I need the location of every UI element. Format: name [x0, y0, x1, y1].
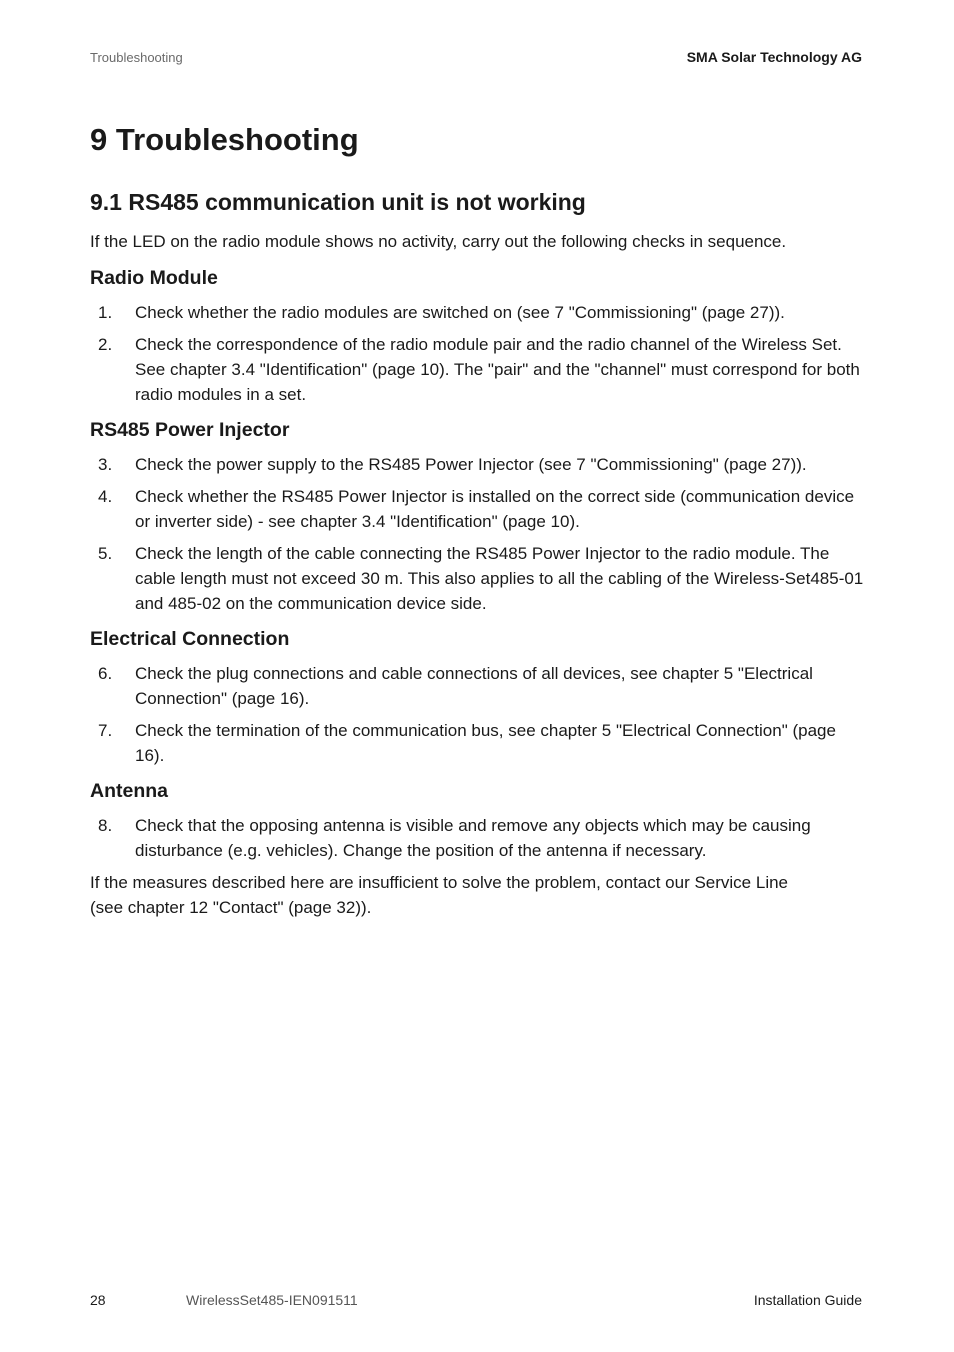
list-item-number: 6.	[98, 664, 113, 683]
list-item-text: Check the length of the cable connecting the RS485 Power Injector to the radio module. The cable length must not exceed 30 m. This also applies to all the cabling of the Wireless-Set485-01 and 485-02 on the communication device side.	[135, 544, 864, 613]
list-item-text: Check the correspondence of the radio module pair and the radio channel of the Wireless Set. See chapter 3.4 "Identification" (page 10). The "pair" and the "channel" must correspond for both radio modules in a set.	[135, 335, 860, 404]
list-item-text: Check the power supply to the RS485 Power Injector (see 7 "Commissioning" (page 27)).	[135, 455, 807, 474]
subheading-antenna: Antenna	[90, 780, 168, 802]
list-item	[90, 661, 865, 711]
list-item-number: 8.	[98, 816, 113, 835]
chapter-title: 9 Troubleshooting	[90, 122, 359, 157]
list-item-text: Check whether the radio modules are switched on (see 7 "Commissioning" (page 27)).	[135, 303, 785, 322]
closing-paragraph: If the measures described here are insufficient to solve the problem, contact our Service Line (see chapter 12 "Contact" (page 32)).	[90, 873, 789, 917]
intro-paragraph: If the LED on the radio module shows no activity, carry out the following checks in sequence.	[90, 232, 787, 251]
footer-document-id: WirelessSet485-IEN091511	[186, 1292, 358, 1308]
list-item-number: 7.	[98, 721, 113, 740]
list-item-number: 3.	[98, 455, 113, 474]
list-item	[90, 332, 865, 407]
list-item	[90, 718, 865, 768]
list-item-number: 1.	[98, 303, 113, 322]
list-item-text: Check whether the RS485 Power Injector is installed on the correct side (communication device or inverter side) - see chapter 3.4 "Identification" (page 10).	[135, 487, 855, 531]
list-item-text: Check the plug connections and cable connections of all devices, see chapter 5 "Electrical Connection" (page 16).	[135, 664, 813, 708]
subheading-electrical-connection: Electrical Connection	[90, 628, 290, 650]
list-item-number: 5.	[98, 544, 113, 563]
header-company-name: SMA Solar Technology AG	[686, 49, 862, 65]
list-item-text: Check the termination of the communication bus, see chapter 5 "Electrical Connection" (page 16).	[135, 721, 836, 765]
list-item	[90, 300, 865, 325]
list-item-number: 2.	[98, 335, 113, 354]
footer-guide-label: Installation Guide	[753, 1292, 862, 1308]
list-item-number: 4.	[98, 487, 113, 506]
header-section-label: Troubleshooting	[90, 50, 183, 65]
list-item	[90, 484, 865, 534]
list-item	[90, 452, 865, 477]
section-title: 9.1 RS485 communication unit is not working	[90, 189, 586, 215]
subheading-rs485-power-injector: RS485 Power Injector	[90, 419, 290, 441]
subheading-radio-module: Radio Module	[90, 267, 218, 289]
list-item-text: Check that the opposing antenna is visible and remove any objects which may be causing disturbance (e.g. vehicles). Change the position of the antenna if necessary.	[135, 816, 811, 860]
footer-page-number: 28	[90, 1292, 106, 1308]
list-item	[90, 813, 865, 863]
list-item	[90, 541, 865, 616]
